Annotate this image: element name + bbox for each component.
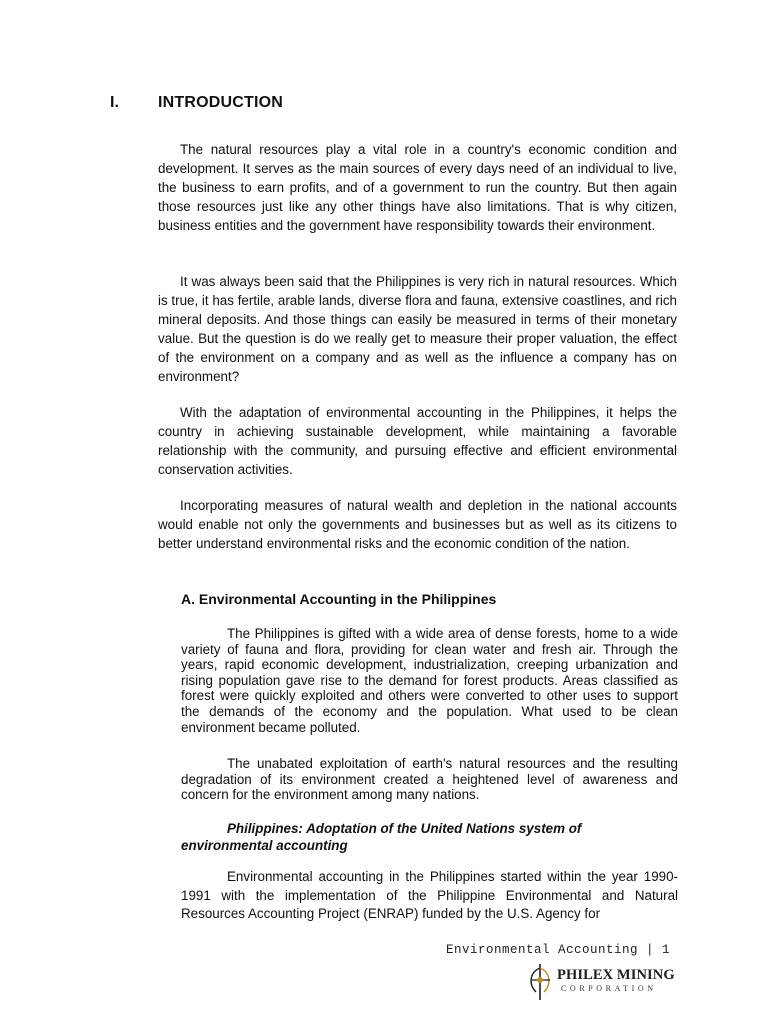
page-footer-title: Environmental Accounting | 1	[446, 943, 671, 957]
intro-paragraph-1: The natural resources play a vital role in a country's economic condition and development. It serves as the main sources of every days need of an individual to live, the business to earn profits, and of a government to run the country. But then again those resources just like any other things have also limitations. That is why citizen, business entities and the government have responsibility towards their environment.	[158, 142, 677, 233]
philex-logo	[524, 962, 674, 1002]
section-title: INTRODUCTION	[158, 94, 284, 111]
intro-paragraph-3: With the adaptation of environmental accounting in the Philippines, it helps the country in achieving sustainable development, while maintaining a favorable relationship with the community, and pursuing effective and efficient environmental conservation activities.	[158, 405, 677, 477]
philex-logo-mark-icon	[524, 962, 558, 1002]
philex-logo-name: PHILEX MINING	[557, 967, 675, 983]
subsection-paragraph-3: Environmental accounting in the Philippines started within the year 1990-1991 with the implementation of the Philippine Environmental and Natural Resources Accounting Project (ENRAP) funded by the U.S. Agency for	[181, 869, 678, 922]
italic-subheading: Philippines: Adoptation of the United Nations system of environmental accounting	[181, 821, 582, 853]
subsection-paragraph-2: The unabated exploitation of earth's natural resources and the resulting degradation of its environment created a heightened level of awareness and concern for the environment among many nations.	[181, 756, 678, 803]
subsection-paragraph-1: The Philippines is gifted with a wide area of dense forests, home to a wide variety of fauna and flora, providing for clean water and fresh air. Through the years, rapid economic development, industrialization, creeping urbanization and rising population gave rise to the demand for forest products. Areas classified as forest were quickly exploited and others were converted to other uses to support the demands of the economy and the population. What used to be clean environment became polluted.	[181, 626, 678, 735]
subsection-heading: A. Environmental Accounting in the Philippines	[181, 591, 497, 607]
intro-paragraph-4: Incorporating measures of natural wealth and depletion in the national accounts would enable not only the governments and businesses but as well as its citizens to better understand environmental risks and the economic condition of the nation.	[158, 498, 677, 551]
philex-logo-subtitle: CORPORATION	[561, 984, 657, 993]
section-number: I.	[110, 94, 119, 111]
intro-paragraph-2: It was always been said that the Philippines is very rich in natural resources. Which is true, it has fertile, arable lands, diverse flora and fauna, extensive coastlines, and rich mineral deposits. And those things can easily be measured in terms of their monetary value. But the question is do we really get to measure their proper valuation, the effect of the environment on a company and as well as the influence a company has on environment?	[158, 274, 677, 384]
